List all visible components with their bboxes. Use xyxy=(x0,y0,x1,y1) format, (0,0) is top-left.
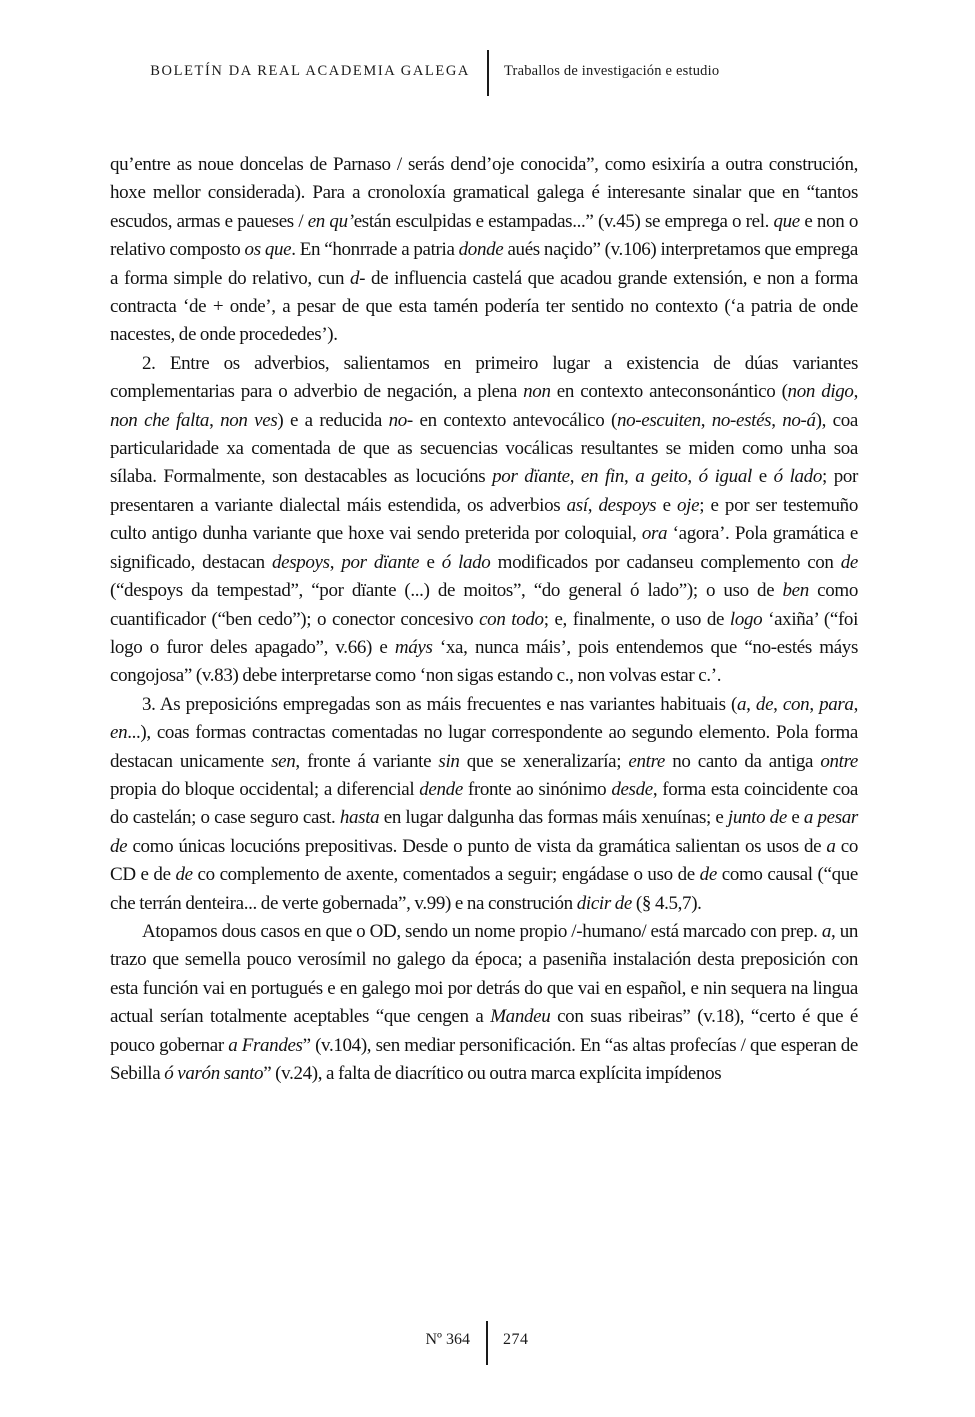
issue-number: Nº 364 xyxy=(425,1331,470,1348)
article-body xyxy=(110,151,858,1088)
header-divider xyxy=(487,50,489,96)
paragraph: qu’entre as noue doncelas de Parnaso / serás dend’oje conocida”, como esixiría a outra construción, hoxe mellor considerada). Para a cronoloxía gramatical galega é interesante sinalar que en “tantos escudos, armas e paueses / en qu’están esculpidas e estampadas...” (v.45) se emprega o rel. que e non o relativo composto os que. En “honrrade a patria donde aués naçido” (v.106) interpretamos que emprega a forma simple do relativo, cun d- de influencia castelá que acadou grande extensión, e non a forma contracta ‘de + onde’, a pesar de que esta tamén podería ter sentido no contexto (‘a patria de onde nacestes, de onde procededes’). xyxy=(110,154,858,346)
journal-title: BOLETÍN DA REAL ACADEMIA GALEGA xyxy=(150,63,470,79)
footer-divider xyxy=(486,1321,488,1365)
paragraph: Atopamos dous casos en que o OD, sendo un nome propio /-humano/ está marcado con prep. a, un trazo que semella pouco verosímil no galego da época; a paseniña instalación desta preposición con esta función vai en portugués e en galego moi por detrás do que vai en español, e nin sequera na lingua actual serían totalmente aceptables “que cengen a Mandeu con suas ribeiras” (v.18), “certo é que é pouco gobernar a Frandes” (v.104), sen mediar personificación. En “as altas profecías / que esperan de Sebilla ó varón santo” (v.24), a falta de diacrítico ou outra marca explícita impídenos xyxy=(110,920,858,1084)
section-title: Traballos de investigación e estudio xyxy=(504,63,720,79)
paragraph: 3. As preposicións empregadas son as máis frecuentes e nas variantes habituais (a, de, con, para, en...), coas formas contractas comentadas no lugar correspondente ao segundo elemento. Pola forma destacan unicamente sen, fronte á variante sin que se xeneralizaría; entre no canto da antiga ontre propia do bloque occidental; a diferencial dende fronte ao sinónimo desde, forma esta coincidente coa do castelán; o case seguro cast. hasta en lugar dalgunha das formas máis xenuínas; e junto de e a pesar de como únicas locucións prepositivas. Desde o punto de vista da gramática salientan os usos de a co CD e de de co complemento de axente, comentados a seguir; engádase o uso de de como causal (“que che terrán denteira... de verte gobernada”, v.99) e na construción dicir de (§ 4.5,7). xyxy=(110,693,859,914)
page-number: 274 xyxy=(503,1331,529,1348)
paragraph: 2. Entre os adverbios, salientamos en primeiro lugar a existencia de dúas variantes complementarias para o adverbio de negación, a plena non en contexto anteconsonántico (non digo, non che falta, non ves) e a reducida no- en contexto antevocálico (no-escuiten, no-estés, no-á), coa particularidade xa comentada de que as secuencias vocálicas resultantes se miden como unha soa sílaba. Formalmente, son destacables as locucións por dïante, en fin, a geito, ó igual e ó lado; por presentaren a variante dialectal máis estendida, os adverbios así, despoys e oje; e por ser testemuño culto antigo dunha variante que hoxe vai sendo preterida por coloquial, ora ‘agora’. Pola gramática e significado, destacan despoys, por dïante e ó lado modificados por cadanseu complemento con de (“despoys da tempestad”, “por dïante (...) de moitos”, “do general ó lado”); o uso de ben como cuantificador (“ben cedo”); o conector concesivo con todo; e, finalmente, o uso de logo ‘axiña’ (“foi logo o furor deles apagado”, v.66) e máys ‘xa, nunca máis’, pois entendemos que “no-estés máys congojosa” (v.83) debe interpretarse como ‘non sigas estando c., non volvas estar c.’. xyxy=(110,352,859,687)
